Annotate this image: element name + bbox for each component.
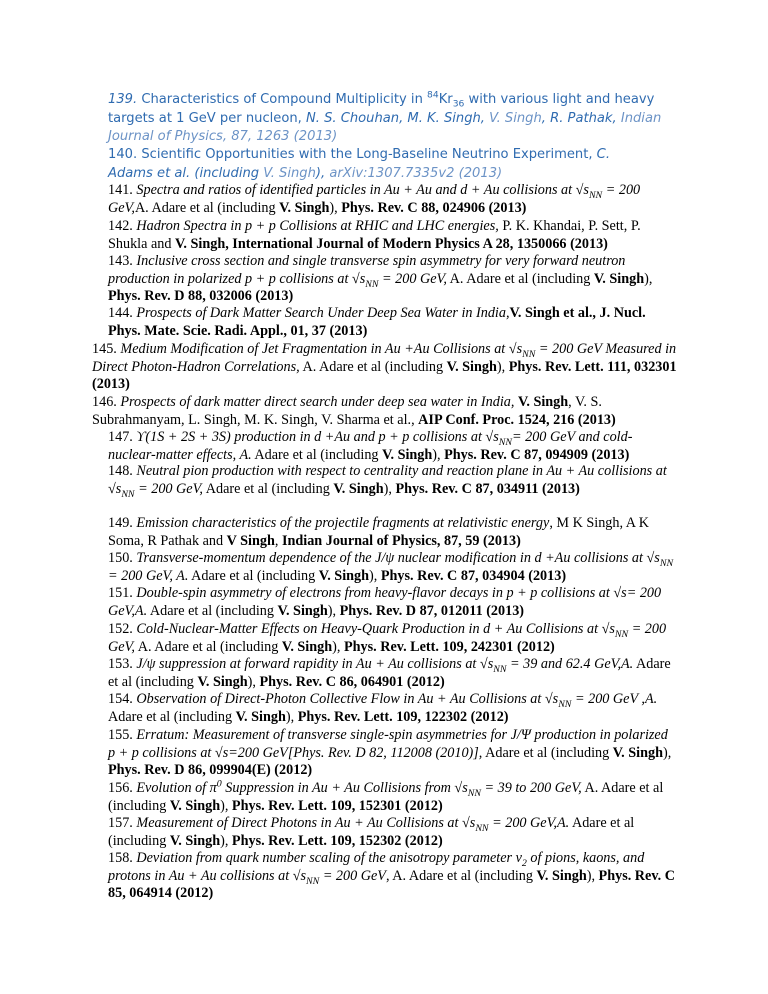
entry-text: ), (329, 199, 342, 216)
entry-text: ), (432, 446, 445, 463)
entry-text: 147. (108, 429, 137, 445)
entry-text: Indian Journal of Physics, 87, 1263 (2013) (108, 110, 662, 144)
entry-158 (108, 850, 680, 903)
entry-text: 149. (108, 515, 137, 531)
entry-text: V. Singh (259, 165, 316, 181)
entry-text: A. Adare et al (including (108, 780, 664, 814)
entry-text: , R. Pathak, (541, 110, 617, 126)
entry-140 (108, 146, 653, 183)
entry-text: = 200 GeV, (134, 480, 203, 497)
entry-text: Cold-Nuclear-Matter Effects on Heavy-Quark Production in d + Au Collisions at √s (136, 621, 615, 637)
entry-text: Phys. Rev. D 87, 012011 (2013) (339, 602, 525, 619)
entry-text: V. Singh (197, 673, 248, 690)
entry-text: A. Adare et al (including (134, 638, 282, 655)
entry-text: Adare et al (including (108, 656, 671, 690)
entry-text: V. Singh (484, 110, 542, 126)
entry-text: Phys. Rev. Lett. 111, 032301 (2013) (92, 358, 677, 392)
entry-text: AIP Conf. Proc. 1524, 216 (2013) (418, 411, 616, 428)
entry-text: Prospects of Dark Matter Search Under Deep Sea Water in India, (136, 305, 510, 321)
entry-text: NN (588, 189, 603, 201)
entry-text: = 200 GeV and cold-nuclear-matter effects, A. (108, 429, 633, 463)
entry-text: V. Singh (517, 394, 569, 410)
entry-text: NN (614, 628, 629, 640)
entry-text: V. Singh (333, 480, 384, 497)
entry-text: Adare et al (including (188, 567, 319, 584)
entry-145 (92, 341, 682, 394)
entry-text: ), (586, 867, 599, 884)
entry-text: 144. (108, 305, 137, 321)
entry-text: C. Adams et al. (including (108, 147, 610, 181)
entry-text: NN (522, 348, 536, 360)
entry-text: NN (467, 787, 481, 799)
entry-text: V. Singh (318, 567, 370, 584)
entry-text: V. Singh (169, 797, 221, 814)
entry-139 (94, 91, 683, 147)
entry-147 (108, 429, 678, 464)
entry-text: Phys. Rev. Lett. 109, 242301 (2012) (343, 638, 555, 655)
entry-text: Erratum: Measurement of transverse single-spin asymmetries for J/Ψ production in polarized p + p collisions at √s=200 GeV[Phys. Rev. D 82, 112008 (2010)], (108, 727, 668, 761)
entry-text: Observation of Direct-Photon Collective Flow in Au + Au Collisions at √s (136, 691, 559, 707)
entry-text: Hadron Spectra in p + p Collisions at RHIC and LHC energies, (136, 218, 499, 234)
entry-text: = 200 GeV Measured in Direct Photon-Hadron Correlations, (92, 341, 677, 375)
entry-text: Characteristics of Compound Multiplicity in (137, 92, 428, 107)
entry-148 (108, 463, 678, 498)
entry-text: NN (365, 278, 379, 290)
entry-text: 142. (108, 218, 137, 234)
entry-text: 158. (108, 850, 137, 866)
entry-text: A. Adare et al (including (299, 358, 447, 375)
entry-text: Adare et al (including (202, 480, 334, 497)
entry-text: 84 (427, 89, 439, 101)
entry-143 (108, 253, 678, 306)
entry-text: , A. Adare et al (including (385, 867, 537, 884)
entry-text: 151. (108, 585, 137, 601)
entry-153 (108, 656, 680, 691)
entry-text: Evolution of π (136, 780, 217, 796)
entry-text: 145. (92, 341, 121, 357)
entry-text: NN (498, 436, 512, 448)
entry-text: Indian Journal of Physics, 87, 59 (2013) (281, 532, 521, 549)
entry-text: NN (475, 822, 489, 834)
entry-157 (108, 815, 680, 850)
entry-text: Phys. Rev. C 88, 024906 (2013) (341, 199, 527, 216)
entry-text: = 200 GeV,A. (488, 815, 570, 831)
entry-text: Transverse-momentum dependence of the J/ψ nuclear modification in d +Au collisions at √s (136, 550, 660, 566)
entry-text: arXiv:1307.7335v2 (2013) (325, 165, 503, 181)
entry-text: Spectra and ratios of identified particles in Au + Au and d + Au collisions at √s (136, 182, 589, 198)
entry-text: 36 (452, 98, 465, 110)
entry-text: 156. (108, 780, 137, 796)
entry-text: V. Singh (612, 744, 663, 761)
entry-146 (92, 394, 682, 429)
entry-text: ), (662, 744, 672, 761)
entry-text: J/ψ suppression at forward rapidity in Au + Au collisions at √s (136, 656, 494, 672)
entry-text: Phys. Rev. Lett. 109, 122302 (2012) (297, 708, 509, 725)
entry-149 (108, 515, 680, 550)
entry-text: A. Adare et al (including (134, 199, 280, 216)
entry-154 (108, 691, 680, 726)
entry-text: V. Singh, International Journal of Modern Physics A 28, 1350066 (2013) (175, 235, 608, 252)
entry-text: A. Adare et al (including (446, 270, 594, 287)
entry-text: ), (247, 673, 260, 690)
entry-text: Inclusive cross section and single transverse spin asymmetry for very forward neutron production in polarized p + p collisions at √s (108, 253, 626, 287)
entry-text: of pions, kaons, and protons in Au + Au collisions at √s (108, 850, 645, 884)
entry-text: Medium Modification of Jet Fragmentation in Au +Au Collisions at √s (120, 341, 523, 357)
entry-text: NN (659, 557, 674, 569)
entry-142 (108, 218, 680, 253)
entry-text: = 200 GeV, (378, 270, 447, 287)
entry-text: V. Singh (279, 199, 330, 216)
entry-150 (108, 550, 680, 585)
entry-text: Phys. Rev. C 87, 034911 (2013) (395, 480, 580, 497)
entry-text: V. Singh (536, 867, 587, 884)
entry-text: ), (332, 638, 344, 655)
entry-text: ), (496, 358, 509, 375)
entry-text: Measurement of Direct Photons in Au + Au Collisions at √s (136, 815, 476, 831)
entry-text: = 39 and 62.4 GeV,A. (506, 656, 634, 672)
entry-text: ), (285, 708, 298, 725)
entry-text: Prospects of dark matter direct search under deep sea water in India, (120, 394, 515, 410)
entry-text: 140. Scientific Opportunities with the Long-Baseline Neutrino Experiment, (108, 147, 597, 162)
entry-151 (108, 585, 678, 620)
entry-text: ϒ(1S + 2S + 3S) production in d +Au and p + p collisions at √s (136, 429, 499, 445)
entry-text: 141. (108, 182, 137, 198)
entry-text: = 200 GeV (319, 867, 386, 884)
entry-text: Adare et al (including (251, 446, 383, 463)
entry-text: Kr (438, 92, 453, 107)
entry-text: P. K. Khandai, P. Sett, P. Shukla and (108, 218, 641, 252)
entry-text: , V. S. Subrahmanyam, L. Singh, M. K. Singh, V. Sharma et al., (92, 394, 602, 428)
entry-text: Neutral pion production with respect to centrality and reaction plane in Au + Au collisions at √s (108, 463, 667, 497)
entry-text: 152. (108, 621, 137, 637)
entry-text: N. S. Chouhan, M. K. Singh, (305, 110, 485, 126)
entry-155 (108, 727, 678, 780)
entry-text: = 200 GeV ,A. (571, 691, 658, 707)
entry-text: ), (369, 567, 381, 584)
entry-152 (108, 621, 680, 656)
entry-text: , (274, 532, 282, 549)
entry-text: NN (306, 875, 320, 887)
entry-text: 153. (108, 656, 137, 672)
entry-text: Phys. Rev. C 87, 034904 (2013) (380, 567, 567, 584)
entry-text: Phys. Rev. Lett. 109, 152301 (2012) (231, 797, 443, 814)
entry-text: ), (383, 480, 396, 497)
entry-text: Double-spin asymmetry of electrons from heavy-flavor decays in p + p collisions at √s= 200 GeV,A. (108, 585, 662, 619)
entry-text: 157. (108, 815, 137, 831)
entry-text: ), (220, 832, 232, 849)
entry-text: 148. (108, 463, 137, 479)
entry-text: 0 (216, 778, 222, 790)
entry-text: ), (644, 270, 653, 287)
entry-156 (108, 780, 680, 815)
entry-text: Phys. Rev. D 86, 099904(E) (2012) (108, 762, 313, 778)
entry-text: , M K Singh, A K Soma, R Pathak and (108, 515, 650, 549)
entry-text: Phys. Rev. Lett. 109, 152302 (2012) (231, 832, 443, 849)
entry-text: V Singh (226, 532, 275, 549)
entry-text: NN (121, 488, 135, 500)
entry-text: ), (315, 165, 326, 181)
entry-text: 150. (108, 550, 137, 566)
entry-text: = 200 GeV, A. (108, 567, 189, 584)
entry-text: 2 (521, 857, 527, 869)
entry-text: Suppression in Au + Au Collisions from √s (221, 780, 468, 796)
entry-text: V. Singh (446, 358, 497, 375)
entry-text: Phys. Rev. C 85, 064914 (2012) (108, 867, 676, 901)
entry-141 (108, 182, 678, 217)
entry-text: 146. (92, 394, 121, 410)
entry-text: V. Singh (277, 602, 328, 619)
entry-text: = 200 GeV, (108, 621, 667, 655)
entry-text: 155. (108, 727, 137, 743)
entry-text: = 200 GeV, (108, 182, 641, 216)
entry-text: ), (220, 797, 232, 814)
entry-text: V. Singh (593, 270, 645, 287)
entry-text: 139. (108, 92, 138, 107)
entry-text: V. Singh (235, 708, 286, 725)
entry-text: NN (558, 698, 572, 710)
entry-text: NN (493, 663, 507, 675)
entry-text: 143. (108, 253, 137, 269)
entry-144 (108, 305, 668, 340)
entry-text: Phys. Rev. C 86, 064901 (2012) (259, 673, 445, 690)
entry-text: Adare et al (including (108, 815, 635, 849)
entry-text: V. Singh (281, 638, 333, 655)
entry-text: 154. (108, 691, 137, 707)
entry-text: Phys. Rev. C 87, 094909 (2013) (444, 446, 630, 463)
entry-text: Emission characteristics of the projectile fragments at relativistic energy (136, 515, 550, 531)
entry-text: with various light and heavy targets at 1 GeV per nucleon, (108, 92, 655, 126)
entry-text: V. Singh (382, 446, 433, 463)
entry-text: V. Singh (169, 832, 221, 849)
entry-text: Adare et al (including (482, 744, 613, 761)
entry-text: ), (327, 602, 340, 619)
entry-text: V. Singh et al., J. Nucl. Phys. Mate. Scie. Radi. Appl., 01, 37 (2013) (108, 305, 646, 339)
entry-text: Phys. Rev. D 88, 032006 (2013) (108, 288, 294, 304)
entry-text: Deviation from quark number scaling of the anisotropy parameter v (136, 850, 522, 866)
entry-text: Adare et al (including (147, 602, 278, 619)
entry-text: Adare et al (including (108, 708, 236, 725)
entry-text: = 39 to 200 GeV, (480, 780, 582, 796)
